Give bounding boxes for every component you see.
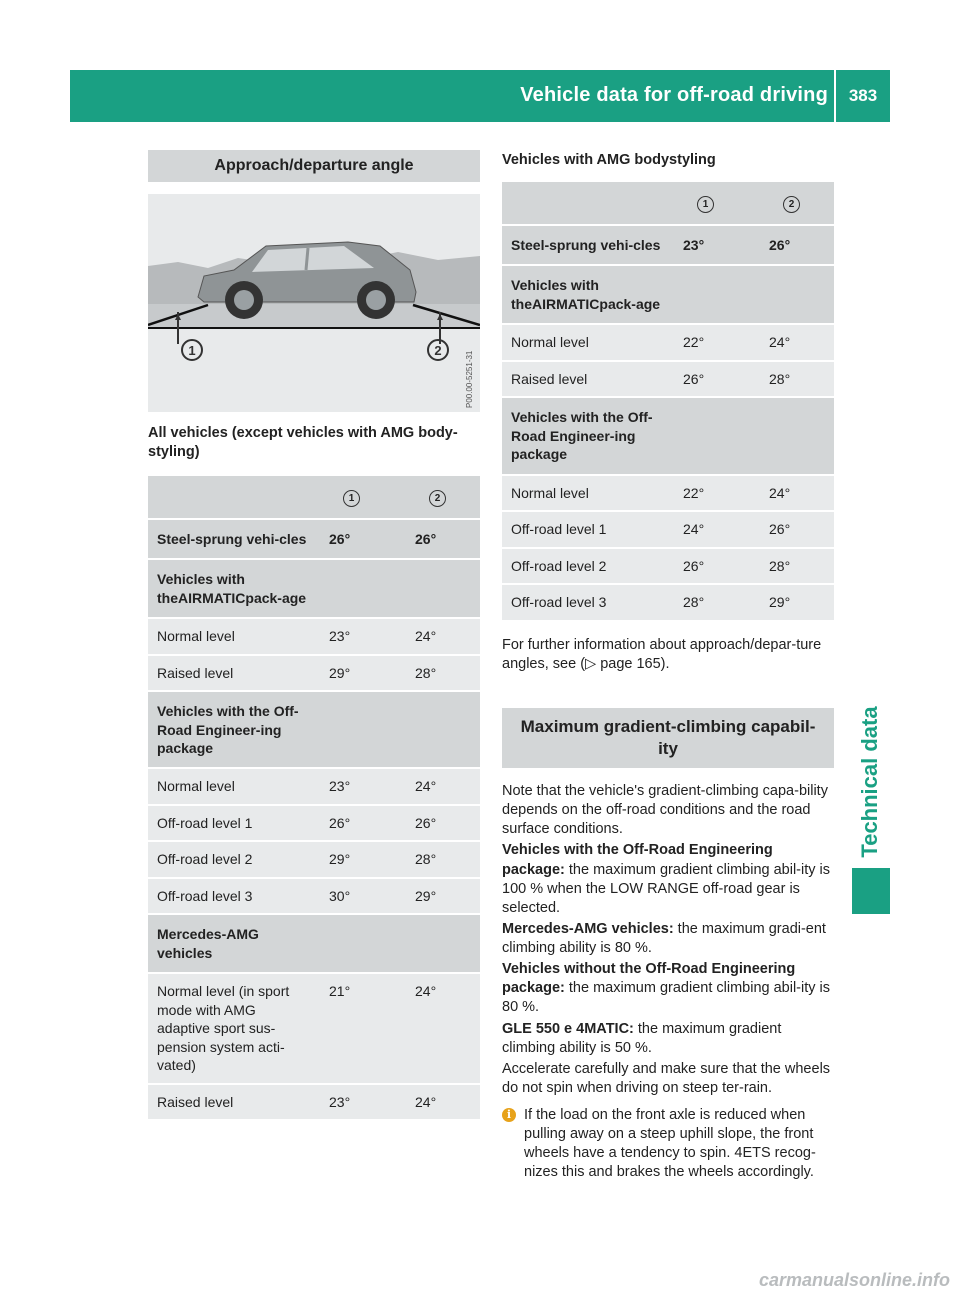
row-label: Raised level <box>502 362 674 396</box>
callout-1-icon: 1 <box>697 196 714 213</box>
table-row <box>148 806 480 840</box>
callout-2: 2 <box>434 343 442 358</box>
section-title-gradient: Maximum gradient-climbing capabil-ity <box>502 708 834 768</box>
vehicle-illustration <box>148 194 480 412</box>
row-value-1 <box>320 560 406 617</box>
row-value-1: 30° <box>320 879 406 913</box>
gradient-item <box>502 920 834 958</box>
row-label: Off-road level 2 <box>502 549 674 583</box>
gradient-item-text: the maximum gradient climbing abil-ity is 80 %. <box>502 980 830 1016</box>
table-row <box>148 879 480 913</box>
row-value-1: 24° <box>674 512 760 546</box>
table-header-row <box>148 476 480 518</box>
table-row <box>148 915 480 972</box>
right-angle-table <box>502 180 834 622</box>
gradient-items <box>502 841 834 1057</box>
page-number: 383 <box>848 86 878 105</box>
header-col-1 <box>674 182 760 224</box>
row-value-2: 26° <box>406 520 480 558</box>
right-column <box>502 150 834 1183</box>
side-tab-marker <box>852 868 890 914</box>
row-value-1 <box>320 915 406 972</box>
row-value-1: 26° <box>320 806 406 840</box>
vehicle-angle-figure <box>148 194 480 412</box>
row-value-2: 24° <box>406 619 480 653</box>
further-info-text: For further information about approach/depar-ture angles, see (▷ page 165). <box>502 636 822 672</box>
row-value-1: 28° <box>674 585 760 619</box>
row-value-1: 22° <box>674 325 760 359</box>
gradient-intro: Note that the vehicle's gradient-climbing capa-bility depends on the off-road conditions and the road surface conditions. <box>502 783 828 838</box>
row-label: Vehicles with theAIRMATICpack-age <box>148 560 320 617</box>
row-value-2: 29° <box>406 879 480 913</box>
gradient-item <box>502 1020 834 1058</box>
right-table-caption: Vehicles with AMG bodystyling <box>502 152 716 168</box>
row-value-1: 23° <box>320 619 406 653</box>
gradient-item-text: the maximum gradi-ent climbing ability is 80 %. <box>502 920 826 957</box>
row-value-2 <box>406 692 480 767</box>
table-row <box>502 549 834 583</box>
table-row <box>502 585 834 619</box>
row-label: Mercedes-AMG vehicles <box>148 915 320 972</box>
row-value-2: 28° <box>406 656 480 690</box>
gradient-body <box>502 782 834 1098</box>
row-value-2: 26° <box>760 512 834 546</box>
header-col-1 <box>320 476 406 518</box>
row-value-2: 26° <box>406 806 480 840</box>
callout-1-icon: 1 <box>343 490 360 507</box>
row-value-1: 21° <box>320 974 406 1082</box>
gradient-item <box>502 841 834 918</box>
row-value-1: 26° <box>674 549 760 583</box>
header-blank <box>148 476 320 518</box>
row-label: Off-road level 3 <box>148 879 320 913</box>
table-row <box>502 476 834 510</box>
table-row <box>148 769 480 803</box>
info-note-text: If the load on the front axle is reduced when pulling away on a steep uphill slope, the front wheels have a tendency to spin. 4ETS recog-nizes this and brakes the wheels accordingly. <box>524 1107 816 1181</box>
gradient-item-label: Mercedes-AMG vehicles: <box>502 920 674 937</box>
table-row <box>148 619 480 653</box>
left-table-caption: All vehicles (except vehicles with AMG body-styling) <box>148 425 458 460</box>
further-info <box>502 636 834 674</box>
header-blank <box>502 182 674 224</box>
table-header-row <box>502 182 834 224</box>
callout-2-icon: 2 <box>429 490 446 507</box>
row-label: Off-road level 3 <box>502 585 674 619</box>
left-column <box>148 150 480 1121</box>
table-row <box>502 362 834 396</box>
row-label: Normal level <box>148 619 320 653</box>
gradient-item-label: GLE 550 e 4MATIC: <box>502 1020 634 1037</box>
gradient-item-text: the maximum gradient climbing ability is 50 %. <box>502 1020 782 1056</box>
header-col-2 <box>760 182 834 224</box>
row-label: Off-road level 1 <box>502 512 674 546</box>
row-label: Steel-sprung vehi-cles <box>502 226 674 264</box>
callout-1: 1 <box>188 343 196 358</box>
row-label: Raised level <box>148 1085 320 1119</box>
page-title: Vehicle data for off-road driving <box>520 84 828 106</box>
row-value-2: 24° <box>760 325 834 359</box>
table-row <box>148 842 480 876</box>
row-value-2: 24° <box>406 974 480 1082</box>
accelerate-text: Accelerate carefully and make sure that the wheels do not spin when driving on steep ter-rain. <box>502 1060 831 1096</box>
row-value-2: 24° <box>760 476 834 510</box>
row-label: Off-road level 1 <box>148 806 320 840</box>
table-row <box>148 692 480 767</box>
table-row <box>148 520 480 558</box>
table-row <box>502 325 834 359</box>
row-value-1: 23° <box>320 769 406 803</box>
table-row <box>148 1085 480 1119</box>
row-label: Off-road level 2 <box>148 842 320 876</box>
row-value-2: 26° <box>760 226 834 264</box>
header-col-2 <box>406 476 480 518</box>
row-value-2: 24° <box>406 1085 480 1119</box>
row-value-1: 23° <box>320 1085 406 1119</box>
header-divider <box>834 70 836 122</box>
section-title-approach: Approach/departure angle <box>148 150 480 182</box>
row-value-1: 29° <box>320 842 406 876</box>
info-note <box>502 1106 834 1183</box>
row-value-1 <box>320 692 406 767</box>
row-label: Steel-sprung vehi-cles <box>148 520 320 558</box>
row-value-1: 22° <box>674 476 760 510</box>
side-tab-text: Technical data <box>857 706 882 858</box>
row-value-2: 28° <box>760 362 834 396</box>
row-label: Normal level <box>502 476 674 510</box>
row-value-1 <box>674 266 760 323</box>
row-label: Vehicles with theAIRMATICpack-age <box>502 266 674 323</box>
table-row <box>502 226 834 264</box>
row-value-1 <box>674 398 760 473</box>
gradient-item-text: the maximum gradient climbing abil-ity is 100 % when the LOW RANGE off-road gear is selected. <box>502 861 830 916</box>
row-value-2: 28° <box>760 549 834 583</box>
row-label: Vehicles with the Off-Road Engineer-ing package <box>148 692 320 767</box>
row-value-2: 29° <box>760 585 834 619</box>
row-value-1: 26° <box>674 362 760 396</box>
table-row <box>502 512 834 546</box>
row-label: Normal level <box>502 325 674 359</box>
row-value-2 <box>406 560 480 617</box>
row-value-1: 29° <box>320 656 406 690</box>
table-row <box>502 266 834 323</box>
table-row <box>148 974 480 1082</box>
row-value-2 <box>406 915 480 972</box>
gradient-item-label: Vehicles with the Off-Road Engineering package: <box>502 842 773 878</box>
figure-code: P00.00-5251-31 <box>465 350 474 408</box>
row-label: Normal level (in sport mode with AMG adaptive sport sus-pension system acti-vated) <box>148 974 320 1082</box>
info-icon: i <box>502 1108 516 1122</box>
gradient-item-label: Vehicles without the Off-Road Engineering package: <box>502 961 796 997</box>
left-angle-table <box>148 474 480 1121</box>
side-tab-label <box>850 692 890 872</box>
row-label: Vehicles with the Off-Road Engineer-ing package <box>502 398 674 473</box>
row-value-2: 28° <box>406 842 480 876</box>
row-value-2 <box>760 266 834 323</box>
row-value-2 <box>760 398 834 473</box>
row-value-1: 23° <box>674 226 760 264</box>
table-row <box>502 398 834 473</box>
row-label: Normal level <box>148 769 320 803</box>
row-value-1: 26° <box>320 520 406 558</box>
watermark: carmanualsonline.info <box>758 1270 950 1290</box>
row-value-2: 24° <box>406 769 480 803</box>
table-row <box>148 560 480 617</box>
callout-2-icon: 2 <box>783 196 800 213</box>
gradient-item <box>502 960 834 1017</box>
table-row <box>148 656 480 690</box>
row-label: Raised level <box>148 656 320 690</box>
